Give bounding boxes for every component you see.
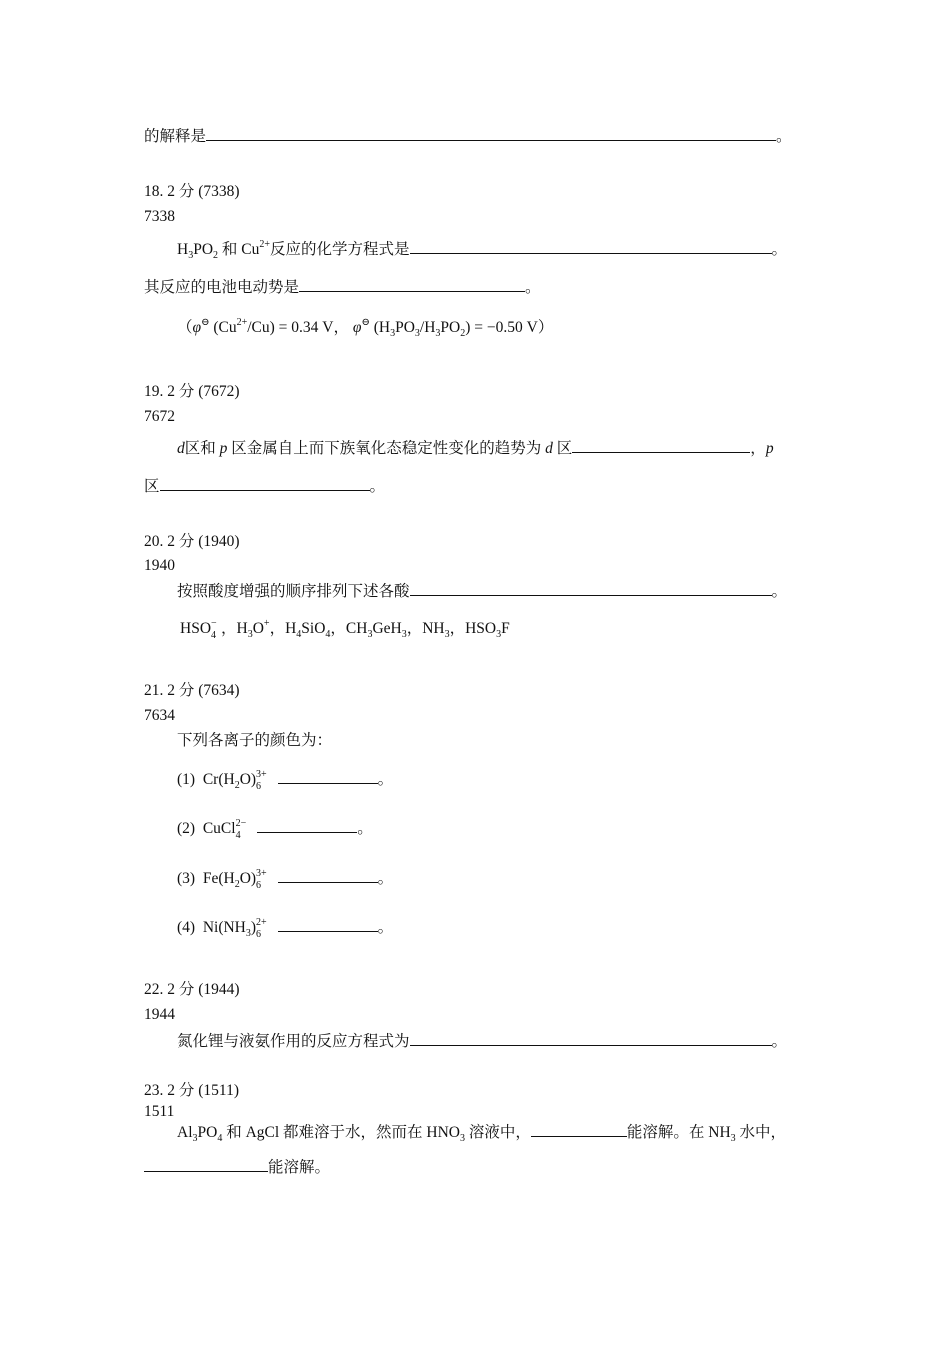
answer-blank[interactable]	[160, 476, 370, 491]
q23-line1: $Al_3PO_4$ 和 AgCl 都难溶于水，然而在 $HNO_3$ 溶液中， 能溶解。在 $NH_3$ 水中，	[177, 1124, 787, 1144]
q22-line1: 氮化锂与液氨作用的反应方程式为 。	[177, 1033, 788, 1050]
q19-line1: d区和 p 区金属自上而下族氧化态稳定性变化的趋势为 d 区 ，p	[177, 440, 774, 457]
q18-id: 7338	[144, 208, 175, 225]
answer-blank[interactable]	[278, 917, 378, 932]
q23-id: 1511	[144, 1103, 175, 1120]
answer-blank[interactable]	[257, 818, 357, 833]
q20-line1: 按照酸度增强的顺序排列下述各酸 。	[177, 583, 788, 600]
q21-id: 7634	[144, 707, 175, 724]
answer-blank[interactable]	[299, 277, 525, 292]
q22-heading: 22. 2 分 (1944)	[144, 981, 240, 998]
answer-blank[interactable]	[278, 868, 378, 883]
q21-item-1: (1) $Cr(H_2O)$ 3+ 6 。	[177, 769, 394, 792]
answer-blank[interactable]	[572, 438, 750, 453]
q21-heading: 21. 2 分 (7634)	[144, 682, 240, 699]
answer-blank[interactable]	[410, 239, 772, 254]
q18-line2: 其反应的电池电动势是 。	[144, 279, 541, 296]
answer-blank[interactable]	[206, 126, 776, 141]
q21-text: 下列各离子的颜色为：	[177, 732, 333, 749]
q21-item-2: (2) CuCl 2− 4 。	[177, 818, 373, 841]
answer-blank[interactable]	[531, 1122, 627, 1137]
answer-blank[interactable]	[278, 769, 378, 784]
q21-item-4: (4) $Ni(NH_3)$ 2+ 6 。	[177, 917, 394, 940]
q18-heading: 18. 2 分 (7338)	[144, 183, 240, 200]
q19-id: 7672	[144, 408, 175, 425]
answer-blank[interactable]	[410, 581, 772, 596]
q21-item-3: (3) $Fe(H_2O)$ 3+ 6 。	[177, 868, 394, 891]
q22-id: 1944	[144, 1006, 175, 1023]
q18-potentials: （φ⊖ $(Cu^{2+}/Cu) = 0.34$ V， φ⊖ $(H_3PO_3/H_3PO_2) = -0.50$ V）	[177, 317, 554, 339]
q23-line2: 能溶解。	[144, 1157, 330, 1178]
intro-text: 的解释是	[144, 128, 207, 145]
q19-line2: 区 。	[144, 478, 386, 495]
q19-heading: 19. 2 分 (7672)	[144, 383, 240, 400]
q20-heading: 20. 2 分 (1940)	[144, 533, 240, 550]
q18-line1: $H_3PO_2$ 和 $Cu^{2+}$反应的化学方程式是 。	[177, 239, 788, 261]
intro-line: 的解释是 。	[144, 128, 792, 145]
answer-blank[interactable]	[144, 1157, 268, 1172]
q23-heading: 23. 2 分 (1511)	[144, 1082, 239, 1099]
q20-id: 1940	[144, 557, 175, 574]
q20-acids: HSO − 4 ，$H_3O^+$，$H_4SiO_4$，$CH_3GeH_3$，$NH_3$，$HSO_3F$	[180, 618, 510, 641]
answer-blank[interactable]	[410, 1031, 772, 1046]
